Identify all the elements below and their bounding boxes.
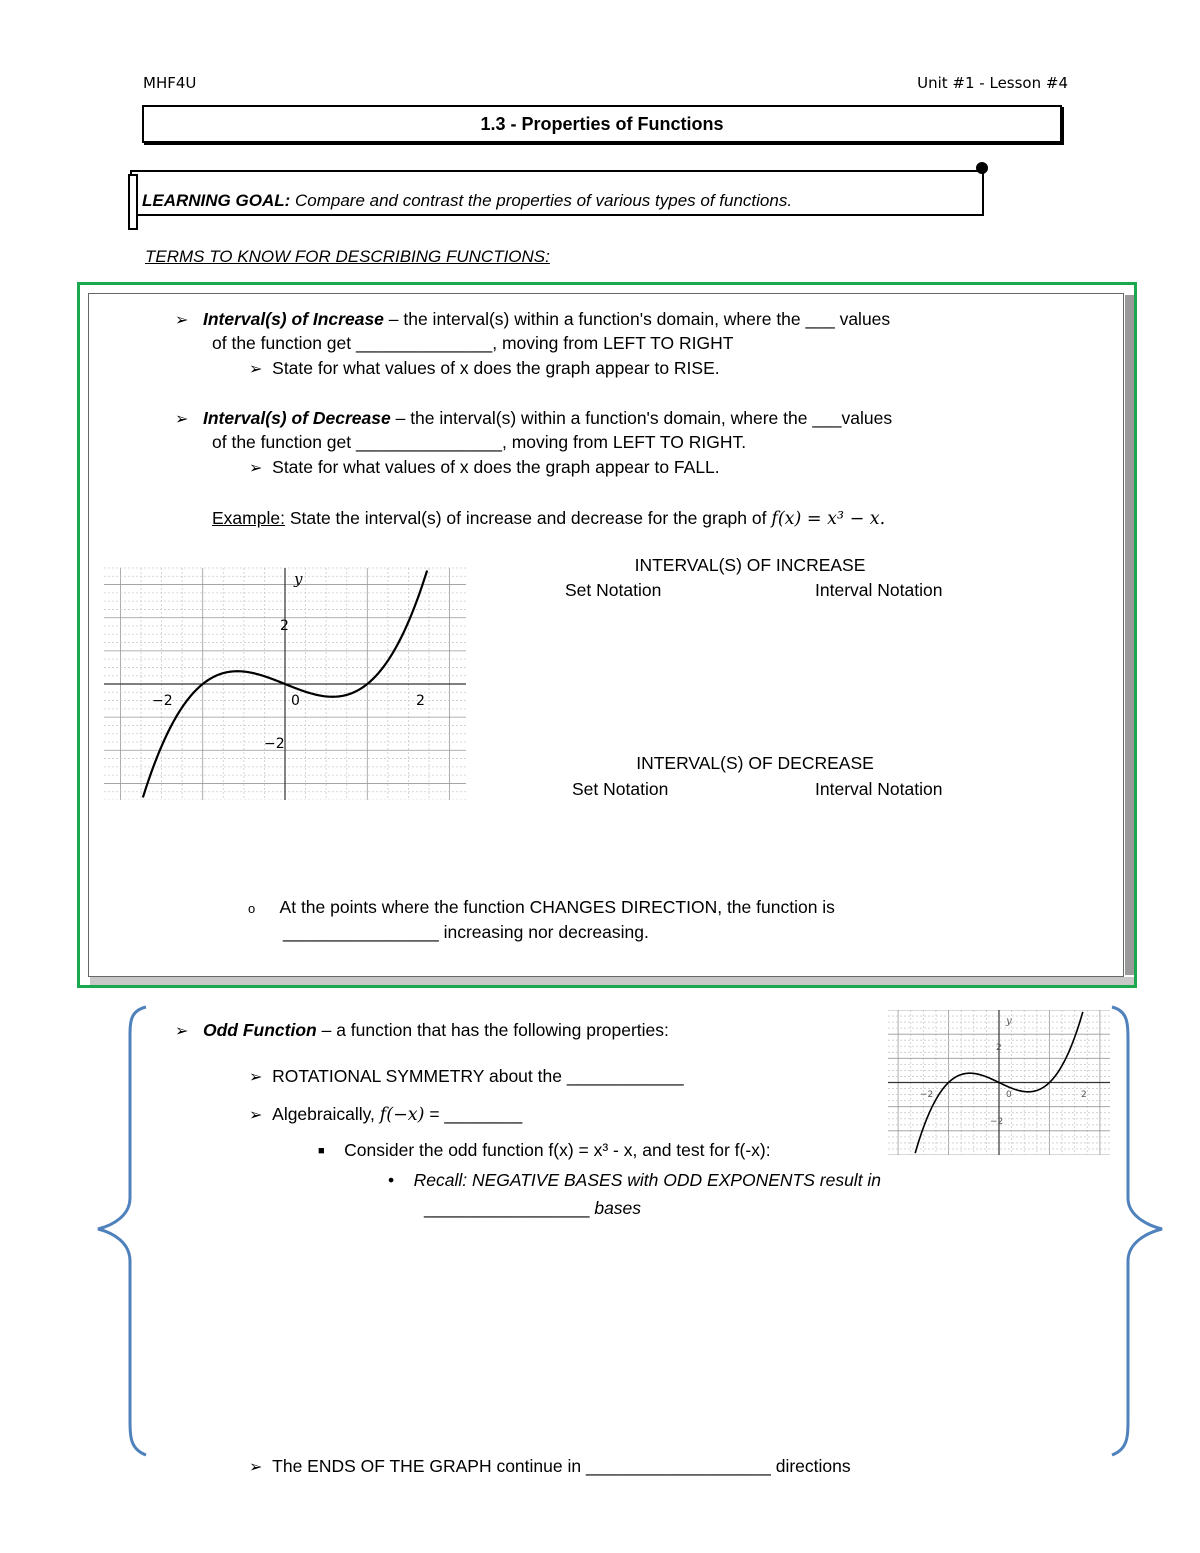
increase-table-heading: INTERVAL(S) OF INCREASE <box>634 555 866 575</box>
recall-blank: _________________ <box>424 1198 590 1218</box>
ends-text: The ENDS OF THE GRAPH continue in ___________________ directions <box>272 1456 851 1476</box>
rotational-symmetry-line <box>249 1066 684 1087</box>
arrow-bullet-icon: ➢ <box>249 1459 263 1476</box>
circle-bullet-icon: o <box>248 901 256 916</box>
decrease-def: – the interval(s) within a function's domain, where the ___values <box>390 408 893 428</box>
box-bevel-right <box>1125 295 1134 975</box>
algebraic-label: Algebraically, <box>272 1104 380 1124</box>
unit-lesson: Unit #1 - Lesson #4 <box>917 74 1068 92</box>
change-direction-line1 <box>248 897 835 918</box>
y-axis-label: y <box>294 570 303 588</box>
increase-term: Interval(s) of Increase <box>203 309 384 329</box>
decrease-sub <box>249 457 720 478</box>
arrow-bullet-icon: ➢ <box>249 361 263 378</box>
left-brace-icon <box>94 1003 154 1459</box>
tick-x-zero: 0 <box>291 693 300 709</box>
tick-x-neg: −2 <box>152 693 173 709</box>
arrow-bullet-icon: ➢ <box>175 312 189 329</box>
goal-label: LEARNING GOAL: <box>142 191 291 210</box>
odd-function-line <box>175 1020 669 1041</box>
arrow-bullet-icon: ➢ <box>175 1023 189 1040</box>
increase-sub <box>249 358 720 379</box>
decrease-table-heading: INTERVAL(S) OF DECREASE <box>636 753 874 773</box>
recall-line1 <box>388 1170 881 1191</box>
algebraic-math: f(−x) <box>379 1105 425 1125</box>
decrease-line2: of the function get _______________, moving from LEFT TO RIGHT. <box>212 432 747 452</box>
tick-y-neg: −2 <box>264 736 285 752</box>
course-code: MHF4U <box>143 74 197 92</box>
tick-y-neg: −2 <box>990 1117 1004 1127</box>
decrease-term: Interval(s) of Decrease <box>203 408 391 428</box>
learning-goal-banner <box>130 170 984 216</box>
goal-text: Compare and contrast the properties of various types of functions. <box>290 191 793 210</box>
scroll-right-decoration <box>976 162 988 174</box>
example-line <box>212 508 885 529</box>
tick-x-zero: 0 <box>1006 1090 1012 1100</box>
algebraic-blank: = ________ <box>424 1104 523 1124</box>
arrow-bullet-icon: ➢ <box>175 411 189 428</box>
odd-def: – a function that has the following properties: <box>316 1020 669 1040</box>
increase-line2: of the function get ______________, moving from LEFT TO RIGHT <box>212 333 734 353</box>
terms-heading: TERMS TO KNOW FOR DESCRIBING FUNCTIONS: <box>145 247 550 266</box>
square-bullet-icon: ■ <box>318 1145 325 1157</box>
consider-line <box>318 1140 771 1161</box>
increase-line1 <box>175 309 890 330</box>
increase-def: – the interval(s) within a function's domain, where the ___ values <box>383 309 891 329</box>
odd-term: Odd Function <box>203 1020 317 1040</box>
right-brace-icon <box>1106 1003 1168 1459</box>
example-text: State the interval(s) of increase and decrease for the graph of <box>284 508 772 528</box>
decrease-set-notation: Set Notation <box>572 779 669 799</box>
decrease-sub-text: State for what values of x does the graph appear to FALL. <box>272 457 720 477</box>
tick-x-pos: 2 <box>416 693 425 709</box>
example-function: f(x) = x³ − x. <box>771 509 886 529</box>
y-axis-label: y <box>1006 1016 1012 1027</box>
change-direction-text: At the points where the function CHANGES DIRECTION, the function is <box>279 897 835 917</box>
change-direction-line2: ________________ increasing nor decreasing. <box>283 922 649 942</box>
algebraic-line <box>249 1104 522 1125</box>
increase-set-notation: Set Notation <box>565 580 662 600</box>
ends-line <box>249 1456 851 1477</box>
tick-x-neg: −2 <box>920 1090 934 1100</box>
consider-text: Consider the odd function f(x) = x³ - x, and test for f(-x): <box>344 1140 771 1160</box>
arrow-bullet-icon: ➢ <box>249 1069 263 1086</box>
example-label: Example: <box>212 508 285 528</box>
cubic-graph-small <box>888 1010 1110 1155</box>
tick-y-pos: 2 <box>280 618 289 634</box>
recall-text: Recall: NEGATIVE BASES with ODD EXPONENTS result in <box>413 1170 882 1190</box>
decrease-line1 <box>175 408 892 429</box>
recall-line2 <box>424 1198 641 1219</box>
cubic-graph-large <box>104 560 466 800</box>
recall-word: bases <box>589 1198 642 1218</box>
scroll-left-decoration <box>128 174 138 230</box>
page-title: 1.3 - Properties of Functions <box>142 105 1062 143</box>
dot-bullet-icon: • <box>388 1170 395 1190</box>
rotational-text: ROTATIONAL SYMMETRY about the ____________ <box>272 1066 684 1086</box>
arrow-bullet-icon: ➢ <box>249 1107 263 1124</box>
increase-sub-text: State for what values of x does the graph appear to RISE. <box>272 358 720 378</box>
decrease-interval-notation: Interval Notation <box>815 779 943 799</box>
increase-interval-notation: Interval Notation <box>815 580 943 600</box>
box-bevel-bottom <box>90 977 1134 985</box>
arrow-bullet-icon: ➢ <box>249 460 263 477</box>
tick-x-pos: 2 <box>1081 1090 1087 1100</box>
tick-y-pos: 2 <box>996 1043 1002 1053</box>
